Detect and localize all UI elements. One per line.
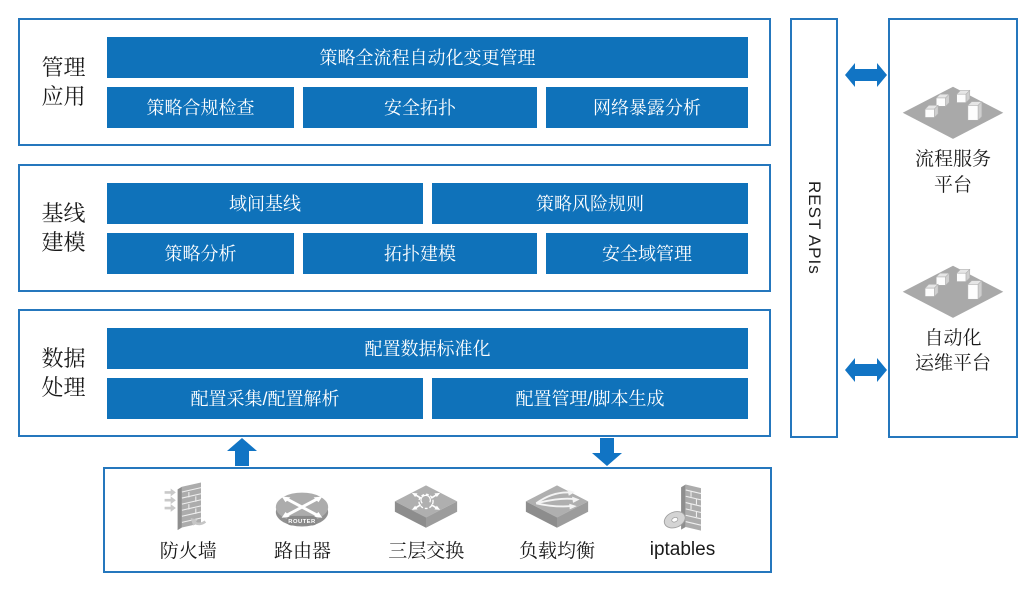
module-bar-policy-compliance: 策略合规检查 [107,87,294,128]
module-bar-config-collect-parse: 配置采集/配置解析 [107,378,423,419]
device-label: iptables [649,538,716,560]
bidirectional-arrow-icon [844,62,888,88]
layer-label-line: 处理 [41,375,86,400]
layer-label-line: 基线 [41,200,86,226]
external-platforms-panel [888,18,1018,438]
device-label: 防火墙 [159,541,217,562]
rest-apis-bar [790,18,838,438]
layer-label-line: 建模 [41,230,86,255]
module-bar-policy-risk-rules: 策略风险规则 [432,183,748,224]
router-icon [271,477,333,533]
layer3-switch-icon [393,477,459,533]
device-label: 三层交换 [388,541,465,562]
load-balancer-icon [524,477,590,533]
firewall-icon [162,477,214,533]
module-bar-interdomain-baseline: 域间基线 [107,183,423,224]
layer-management-apps [18,18,771,146]
bidirectional-arrow-icon [844,357,888,383]
layer-label-data-processing [20,344,107,402]
device-label: 负载均衡 [518,541,595,562]
device-label: 路由器 [273,541,331,562]
iptables-icon [659,480,705,536]
layer-label-management-apps [20,53,107,111]
module-rows [107,328,748,419]
platform-label [915,147,991,198]
platform-label-line: 流程服务 [914,149,991,171]
device-layer3-switch [388,477,464,563]
module-bar-network-exposure: 网络暴露分析 [546,87,748,128]
layer-data-processing [18,309,771,437]
platform-label-line: 平台 [933,174,972,196]
module-bar-policy-change-mgmt: 策略全流程自动化变更管理 [107,37,748,78]
layer-label-baseline-modeling [20,199,107,257]
module-bar-policy-analysis: 策略分析 [107,233,294,274]
platform-icon [899,258,1007,320]
module-bar-security-domain-mgmt: 安全域管理 [546,233,748,274]
module-bar-topology-modeling: 拓扑建模 [303,233,537,274]
device-load-balancer [519,477,595,563]
layer-label-line: 应用 [41,84,86,109]
module-rows [107,183,748,274]
platform-label-line: 自动化 [924,327,982,349]
module-bar-security-topology: 安全拓扑 [303,87,537,128]
device-box [103,467,772,573]
layer-baseline-modeling [18,164,771,292]
platform-icon [899,79,1007,141]
platform-process-service [899,79,1007,198]
device-iptables [650,480,716,561]
layer-label-line: 管理 [41,54,86,80]
up-arrow-icon [227,438,257,466]
platform-label [915,326,991,377]
module-bar-config-mgmt-script: 配置管理/脚本生成 [432,378,748,419]
router-badge: ROUTER [288,519,317,526]
module-rows [107,37,748,128]
rest-apis-label: REST APIs [805,181,824,275]
device-firewall [160,477,217,563]
device-router [271,477,333,563]
platform-automation-ops [899,258,1007,377]
down-arrow-icon [592,438,622,466]
module-bar-config-standardization: 配置数据标准化 [107,328,748,369]
layer-label-line: 数据 [41,345,86,371]
platform-label-line: 运维平台 [914,353,991,375]
